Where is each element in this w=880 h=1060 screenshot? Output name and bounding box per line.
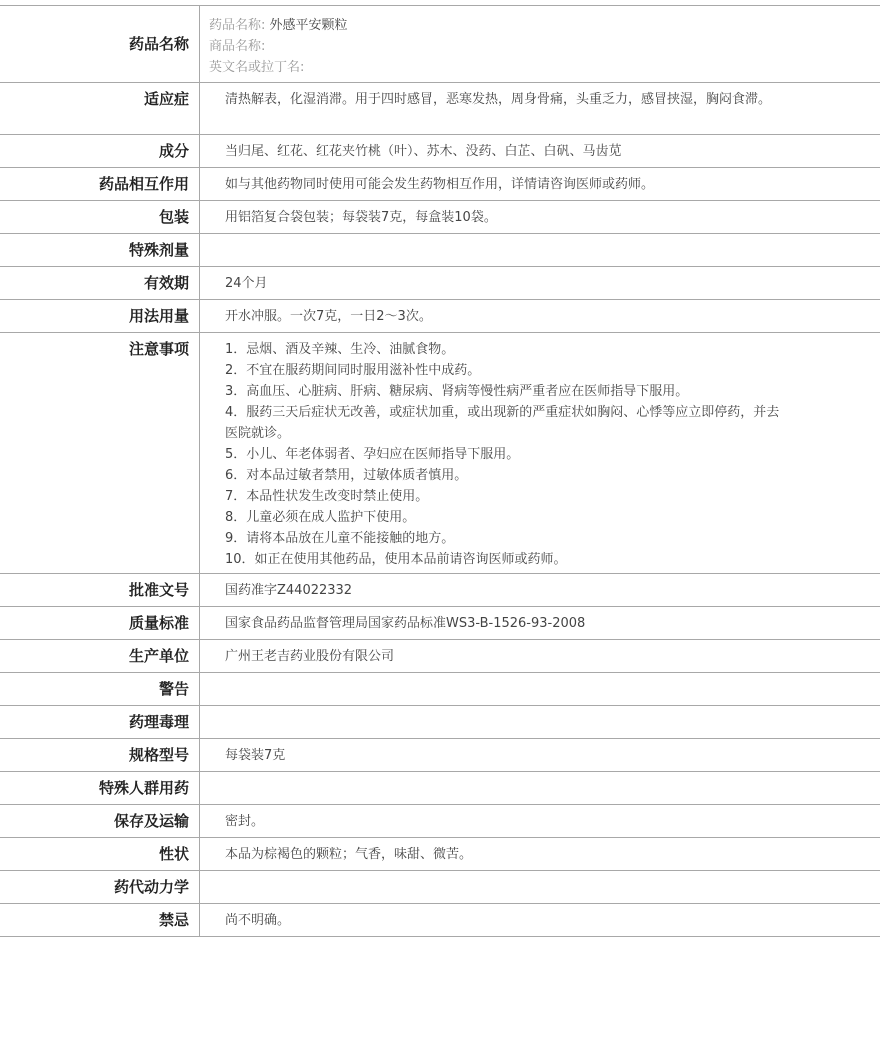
row-label: 特殊人群用药 [0,772,200,804]
row-label: 适应症 [0,83,200,134]
precaution-item: 4．服药三天后症状无改善，或症状加重，或出现新的严重症状如胸闷、心悸等应立即停药，并去医院就诊。 [225,405,780,441]
row-value [200,871,880,903]
precaution-item: 2．不宜在服药期间同时服用滋补性中成药。 [225,363,481,378]
row-pharmacology-toxicology [0,706,880,739]
row-label: 有效期 [0,267,200,299]
row-label: 包装 [0,201,200,233]
row-value: 24个月 [225,276,268,291]
row-value: 广州王老吉药业股份有限公司 [225,649,395,664]
row-label: 生产单位 [0,640,200,672]
row-drug-name [0,5,880,83]
row-label: 药品相互作用 [0,168,200,200]
row-value: 清热解表，化湿消滞。用于四时感冒，恶寒发热，周身骨痛，头重乏力，感冒挟湿，胸闷食滞。 [225,92,772,107]
generic-name-line: 药品名称: 外感平安颗粒 [209,18,348,33]
precaution-item: 6．对本品过敏者禁用，过敏体质者慎用。 [225,468,468,483]
row-value [200,6,880,82]
row-shelf-life [0,267,880,300]
row-approval-number [0,574,880,607]
row-value [200,673,880,705]
row-specification [0,739,880,772]
row-manufacturer [0,640,880,673]
row-value: 每袋装7克 [225,748,286,763]
row-label: 药代动力学 [0,871,200,903]
row-label: 质量标准 [0,607,200,639]
precaution-item: 10．如正在使用其他药品，使用本品前请咨询医师或药师。 [225,552,567,567]
row-ingredients [0,135,880,168]
row-label: 成分 [0,135,200,167]
row-label: 药品名称 [0,6,200,82]
drug-info-table [0,5,880,937]
row-value: 开水冲服。一次7克，一日2～3次。 [225,309,432,324]
row-value: 本品为棕褐色的颗粒；气香，味甜、微苦。 [225,847,473,862]
row-value [200,706,880,738]
latin-name-line: 英文名或拉丁名: [209,60,305,75]
row-value: 国药准字Z44022332 [225,583,353,598]
row-value: 用铝箔复合袋包装；每袋装7克，每盒装10袋。 [225,210,497,225]
row-warning [0,673,880,706]
row-label: 禁忌 [0,904,200,936]
row-value: 密封。 [225,814,265,829]
row-value: 如与其他药物同时使用可能会发生药物相互作用，详情请咨询医师或药师。 [225,177,655,192]
row-label: 性状 [0,838,200,870]
trade-name-line: 商品名称: [209,39,266,54]
row-label: 保存及运输 [0,805,200,837]
row-label: 药理毒理 [0,706,200,738]
row-special-dosage [0,234,880,267]
row-value [200,234,880,266]
precaution-item: 3．高血压、心脏病、肝病、糖尿病、肾病等慢性病严重者应在医师指导下服用。 [225,384,689,399]
row-quality-standard [0,607,880,640]
row-label: 特殊剂量 [0,234,200,266]
row-indications [0,83,880,135]
row-value [200,772,880,804]
row-label: 用法用量 [0,300,200,332]
row-value [200,333,880,573]
row-interactions [0,168,880,201]
row-label: 警告 [0,673,200,705]
row-label: 批准文号 [0,574,200,606]
row-label: 规格型号 [0,739,200,771]
row-label: 注意事项 [0,333,200,573]
row-value: 当归尾、红花、红花夹竹桃（叶）、苏木、没药、白芷、白矾、马齿苋 [225,144,622,159]
row-value: 国家食品药品监督管理局国家药品标准WS3-B-1526-93-2008 [225,616,586,631]
row-precautions [0,333,880,574]
precaution-item: 5．小儿、年老体弱者、孕妇应在医师指导下服用。 [225,447,520,462]
row-pharmacokinetics [0,871,880,904]
row-contraindications [0,904,880,937]
row-usage-dosage [0,300,880,333]
row-special-populations [0,772,880,805]
precaution-item: 8．儿童必须在成人监护下使用。 [225,510,416,525]
precaution-item: 7．本品性状发生改变时禁止使用。 [225,489,429,504]
row-storage-transport [0,805,880,838]
precaution-item: 1．忌烟、酒及辛辣、生冷、油腻食物。 [225,342,455,357]
precaution-item: 9．请将本品放在儿童不能接触的地方。 [225,531,455,546]
row-appearance [0,838,880,871]
row-packaging [0,201,880,234]
row-value: 尚不明确。 [225,913,291,928]
